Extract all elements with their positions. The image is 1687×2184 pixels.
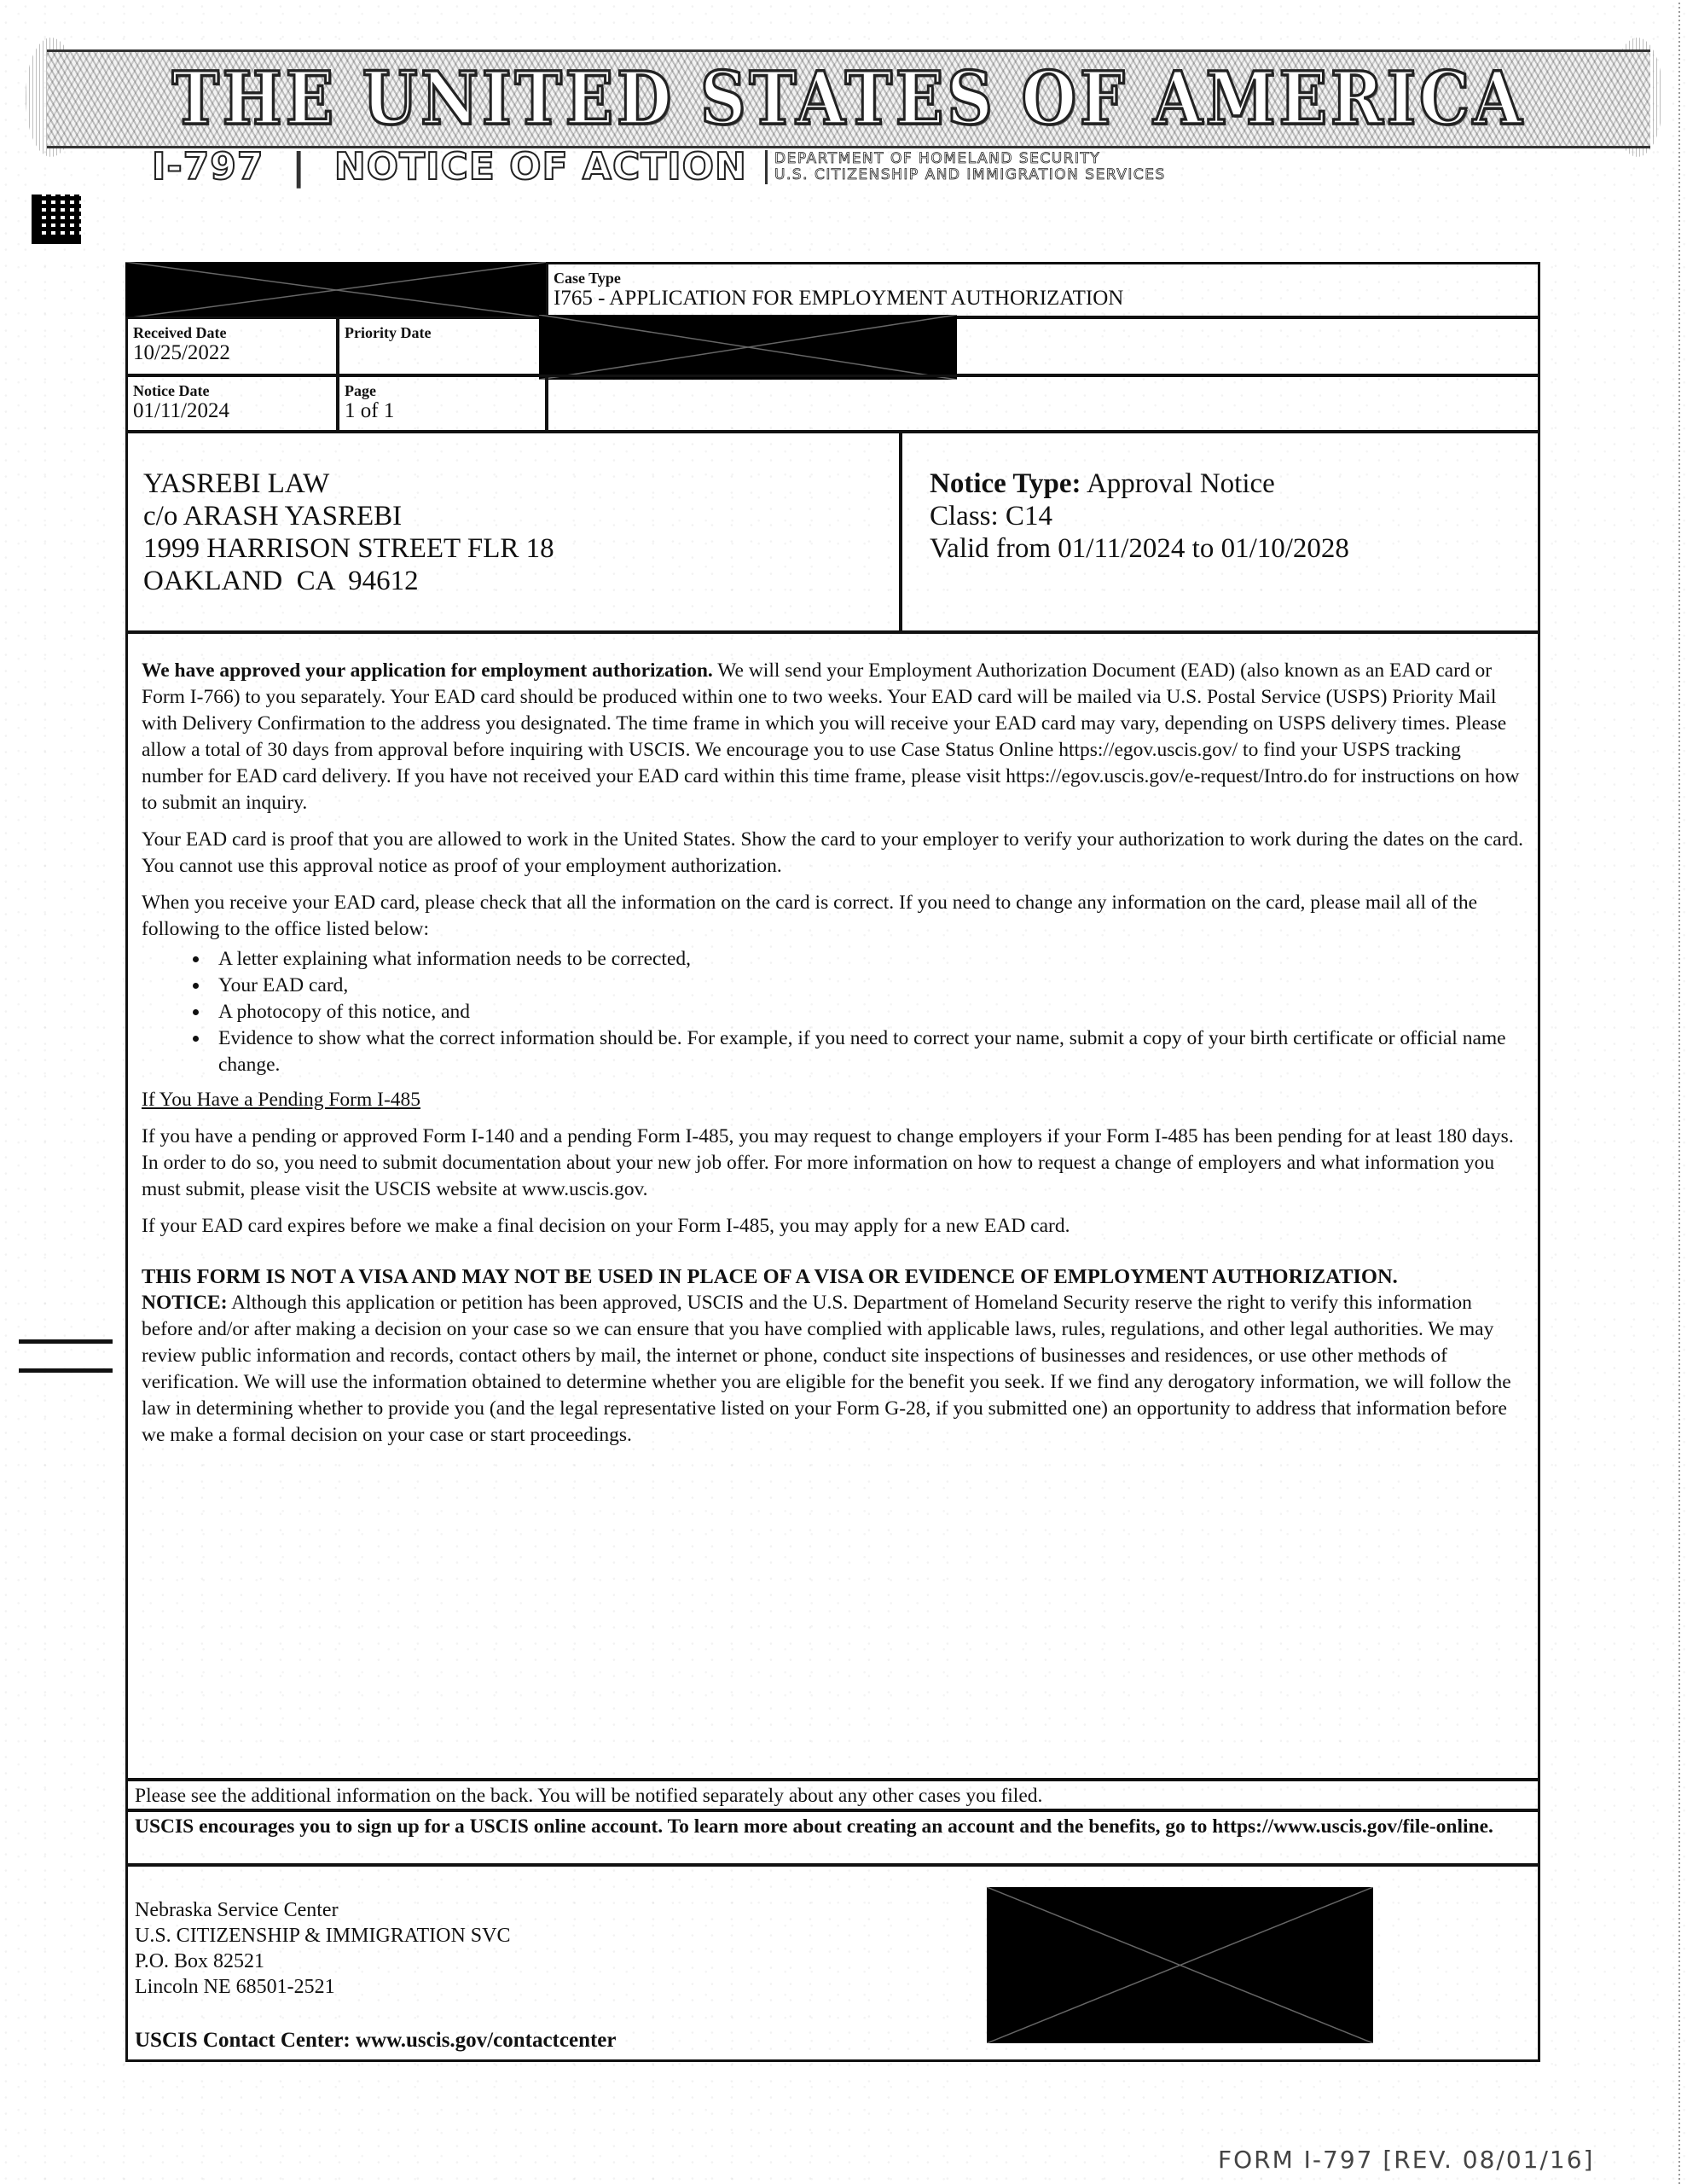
form-number: I-797: [152, 145, 264, 189]
approval-details: We will send your Employment Authorization Document (EAD) (also known as an EAD card or Form I-766) to you separately. Your EAD card should be produced within one to two weeks. Your EAD card will be mailed via U.S. Postal Service (USPS) Priority Mail with Delivery Confirmation to the address you designated. The time frame in which you will receive your EAD card may vary, depending on USPS delivery times. Please allow a total of 30 days from approval before inquiring with USCIS. We encourage you to use Case Status Online https://egov.uscis.gov/ to find your USPS tracking number for EAD card delivery. If you have not received your EAD card within this time frame, please visit https://egov.uscis.gov/e-request/Intro.do for instructions on how to submit an inquiry.: [142, 659, 1520, 814]
notice-type-value: Approval Notice: [1086, 468, 1275, 499]
received-date-value: 10/25/2022: [133, 341, 230, 364]
verification-notice: [142, 1290, 1524, 1449]
online-account-text: USCIS encourages you to sign up for a USCIS online account. To learn more about creating an account and the benefits, go to https://www.uscis.gov/file-online.: [135, 1815, 1493, 1838]
additional-info-row: [125, 1779, 1540, 1811]
notice-date-cell: [125, 375, 339, 433]
fold-mark: [19, 1339, 113, 1344]
priority-date-cell: [337, 317, 548, 376]
service-center-line: Lincoln NE 68501-2521: [135, 1976, 335, 1998]
case-type-value: I765 - APPLICATION FOR EMPLOYMENT AUTHORIZATION: [554, 287, 1124, 310]
department-line-2: U.S. CITIZENSHIP AND IMMIGRATION SERVICES: [774, 166, 1166, 183]
banner: [47, 49, 1650, 148]
received-date-label: Received Date: [133, 324, 227, 341]
department-line-1: DEPARTMENT OF HOMELAND SECURITY: [774, 150, 1101, 167]
page-edge: [1678, 0, 1680, 2184]
list-item: • A letter explaining what information needs to be corrected,: [210, 946, 1524, 973]
online-account-row: [125, 1809, 1540, 1866]
banner-title: THE UNITED STATES OF AMERICA: [171, 56, 1526, 142]
form-revision: FORM I-797 [REV. 08/01/16]: [1218, 2146, 1595, 2174]
redacted-signature-block: [987, 1887, 1373, 2043]
contact-center-link[interactable]: USCIS Contact Center: www.uscis.gov/contactcenter: [135, 2029, 617, 2052]
notice-label: NOTICE:: [142, 1292, 228, 1314]
datamatrix-barcode-icon: [32, 195, 81, 244]
section-heading-i485: If You Have a Pending Form I-485: [142, 1089, 421, 1111]
case-type-label: Case Type: [554, 270, 621, 287]
list-item: • Evidence to show what the correct information should be. For example, if you need to correct your name, submit a copy of your birth certificate or official name change.: [210, 1025, 1524, 1078]
paragraph-ead-expiry: If your EAD card expires before we make a final decision on your Form I-485, you may apply for a new EAD card.: [142, 1215, 1070, 1237]
title-separator: |: [277, 145, 321, 189]
paragraph-corrections: When you receive your EAD card, please check that all the information on the card is correct. If you need to change any information on the card, please mail all of the following to the office listed below:: [142, 892, 1478, 940]
addressee-line: 1999 HARRISON STREET FLR 18: [143, 533, 554, 564]
priority-date-label: Priority Date: [345, 324, 432, 341]
empty-cell: [546, 375, 1540, 433]
form-name: NOTICE OF ACTION: [333, 145, 747, 189]
page-label: Page: [345, 382, 376, 399]
validity-line: Valid from 01/11/2024 to 01/10/2028: [930, 533, 1349, 564]
addressee-line: YASREBI LAW: [143, 468, 330, 499]
list-item: • Your EAD card,: [210, 973, 1524, 999]
addressee-line: c/o ARASH YASREBI: [143, 501, 403, 531]
case-type-cell: [546, 262, 1540, 318]
redacted-beneficiary: [539, 315, 957, 380]
notice-date-value: 01/11/2024: [133, 399, 229, 422]
department-divider: [765, 150, 768, 184]
notice-body: [125, 631, 1540, 1780]
paragraph-ead-proof: Your EAD card is proof that you are allowed to work in the United States. Show the card to your employer to verify your authorization to work during the dates on the card. You cannot use this approval notice as proof of your employment authorization.: [142, 828, 1524, 877]
service-center-line: U.S. CITIZENSHIP & IMMIGRATION SVC: [135, 1925, 511, 1947]
list-item: • A photocopy of this notice, and: [210, 999, 1524, 1025]
redacted-receipt-number: [125, 262, 548, 318]
received-date-cell: [125, 317, 339, 376]
fold-mark: [19, 1368, 113, 1373]
notice-type-label: Notice Type:: [930, 468, 1081, 499]
addressee-line: OAKLAND CA 94612: [143, 566, 419, 596]
department-name: [774, 151, 1166, 183]
form-title: [152, 145, 747, 189]
service-center-line: P.O. Box 82521: [135, 1950, 265, 1972]
visa-warning: THIS FORM IS NOT A VISA AND MAY NOT BE USED IN PLACE OF A VISA OR EVIDENCE OF EMPLOYMENT AUTHORIZATION.: [142, 1265, 1398, 1288]
additional-info-text: Please see the additional information on the back. You will be notified separately about any other cases you filed.: [135, 1785, 1043, 1807]
service-center-line: Nebraska Service Center: [135, 1899, 339, 1921]
approval-statement: We have approved your application for employment authorization.: [142, 659, 713, 682]
page-value: 1 of 1: [345, 399, 395, 422]
notice-text: Although this application or petition has been approved, USCIS and the U.S. Department of Homeland Security reserve the right to verify this information before and/or after making a decision on your case so we can ensure that you have complied with applicable laws, rules, regulations, and other legal authorities. We may review public information and records, contact others by mail, the internet or phone, conduct site inspections of businesses and residences, or use other methods of verification. We will use the information obtained to determine whether you are eligible for the benefit you seek. If we find any derogatory information, we will follow the law in determining whether to provide you (and the legal representative listed on your Form G-28, if you submitted one) an opportunity to address that information before we make a formal decision on your case or start proceedings.: [142, 1292, 1511, 1446]
addressee-block: [125, 431, 901, 633]
notice-type-line: [930, 468, 1510, 500]
corrections-list: [142, 946, 1524, 1078]
notice-date-label: Notice Date: [133, 382, 210, 399]
page-cell: [337, 375, 548, 433]
class-line: Class: C14: [930, 501, 1052, 531]
paragraph-approval: [142, 658, 1524, 816]
notice-type-block: [900, 431, 1540, 633]
paragraph-i485: If you have a pending or approved Form I-140 and a pending Form I-485, you may request to change employers if your Form I-485 has been pending for at least 180 days. In order to do so, you need to submit documentation about your new job offer. For more information on how to request a change of employers and what information you must submit, please visit the USCIS website at www.uscis.gov.: [142, 1125, 1514, 1200]
